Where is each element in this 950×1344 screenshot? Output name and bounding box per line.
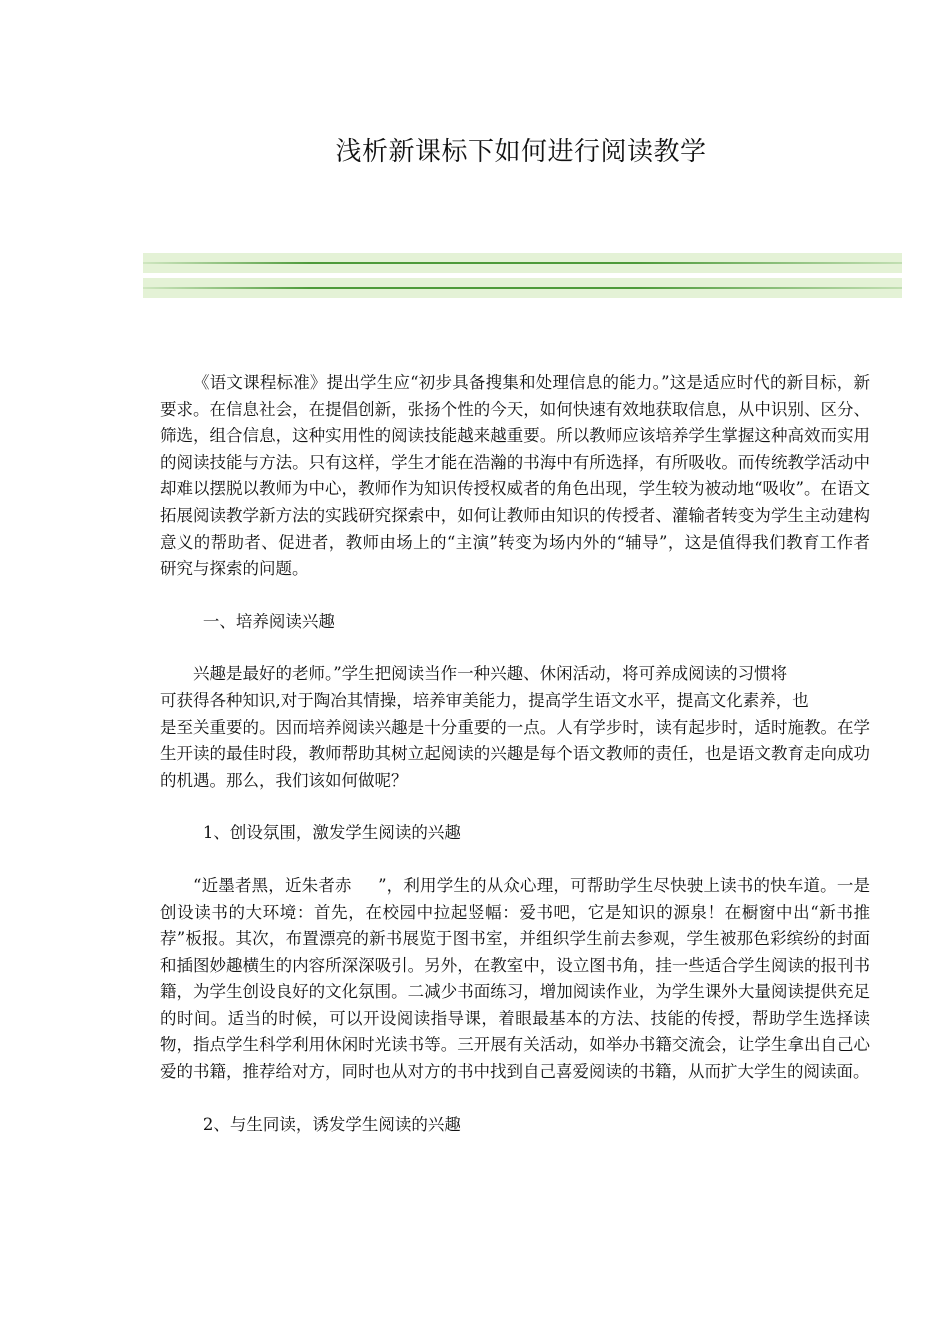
subsection1-body: ”，利用学生的从众心理，可帮助学生尽快驶上读书的快车道。一是创设读书的大环境：首先，在校园中拉起竖幅：爱书吧，它是知识的源泉！在橱窗中出“新书推荐”板报。其次，布置漂亮的新书展览于图书室，并组织学生前去参观，学生被那色彩缤纷的封面和插图妙趣横生的内容所深深吸引。另外，在教室中，设立图书角，挂一些适合学生阅读的报刊书籍，为学生创设良好的文化氛围。二减少书面练习，增加阅读作业，为学生课外大量阅读提供充足的时间。适当的时候，可以开设阅读指导课，着眼最基本的方法、技能的传授，帮助学生选择读物，指点学生科学利用休闲时光读书等。三开展有关活动，如举办书籍交流会，让学生拿出自己心爱的书籍，推荐给对方，同时也从对方的书中找到自己喜爱阅读的书籍，从而扩大学生的阅读面。: [160, 875, 871, 1082]
subsection-heading-1: 1、创设氛围，激发学生阅读的兴趣: [202, 823, 461, 843]
intro-paragraph: 《语文课程标准》提出学生应“初步具备搜集和处理信息的能力。”这是适应时代的新目标，新要求。在信息社会，在提倡创新，张扬个性的今天，如何快速有效地获取信息，从中识别、区分、筛选，组合信息，这种实用性的阅读技能越来越重要。所以教师应该培养学生掌握这种高效而实用的阅读技能与方法。只有这样，学生才能在浩瀚的书海中有所选择，有所吸收。而传统教学活动中却难以摆脱以教师为中心，教师作为知识传授权威者的角色出现，学生较为被动地“吸收”。在语文拓展阅读教学新方法的实践研究探索中，如何让教师由知识的传授者、灌输者转变为学生主动建构意义的帮助者、促进者，教师由场上的“主演”转变为场内外的“辅导”，这是值得我们教育工作者研究与探索的问题。: [160, 373, 870, 579]
document-title: 浅析新课标下如何进行阅读教学: [335, 137, 707, 167]
decorative-rule: [143, 287, 902, 289]
section-heading-1: 一、培养阅读兴趣: [202, 611, 335, 631]
subsection1-paragraph: [160, 873, 870, 1086]
decorative-band-top: [143, 253, 902, 273]
section1-line-1: 兴趣是最好的老师。”学生把阅读当作一种兴趣、休闲活动，将可养成阅读的习惯将: [193, 664, 788, 684]
decorative-band-bottom: [143, 278, 902, 298]
document-body: [160, 370, 870, 1138]
subsection1-quote: “近墨者黑，近朱者赤: [193, 875, 352, 895]
section1-line-2: 可获得各种知识,对于陶冶其情操，培养审美能力，提高学生语文水平，提高文化素养，也: [160, 690, 809, 710]
subsection-heading-2: 2、与生同读，诱发学生阅读的兴趣: [202, 1114, 461, 1134]
decorative-rule: [143, 262, 902, 264]
section1-line-3: 是至关重要的。因而培养阅读兴趣是十分重要的一点。人有学步时，读有起步时，适时施教。在学生开读的最佳时段，教师帮助其树立起阅读的兴趣是每个语文教师的责任，也是语文教育走向成功的机遇。那么，我们该如何做呢？: [160, 717, 870, 790]
